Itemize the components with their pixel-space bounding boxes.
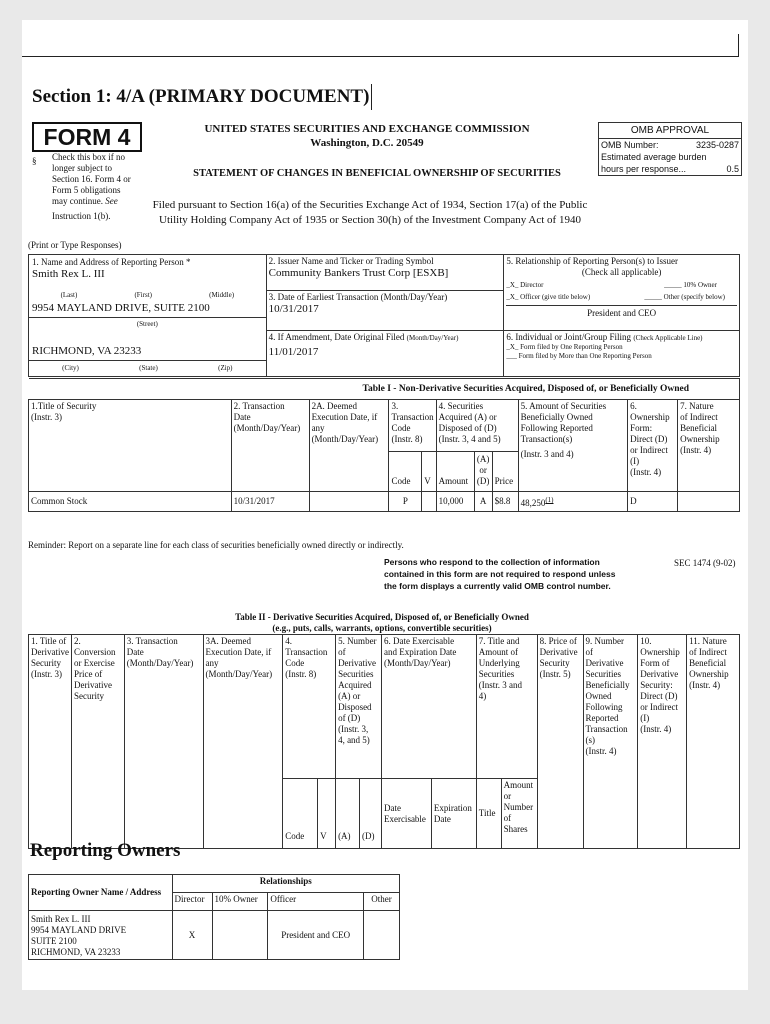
t2-line: (s) xyxy=(585,735,595,745)
t1-row-amount[interactable]: 10,000 xyxy=(436,492,474,512)
box5-label: 5. Relationship of Reporting Person(s) to Issuer xyxy=(506,256,679,266)
t2-line: Date xyxy=(433,813,451,824)
box6-label-small: (Check Applicable Line) xyxy=(633,333,703,342)
t1-h2 xyxy=(231,400,309,492)
box1-name-area xyxy=(29,255,266,291)
notice-line: contained in this form are not required to respond unless xyxy=(384,569,616,579)
t1-h4-line: (Instr. 3, 4 and 5) xyxy=(438,434,501,444)
t2-line: of xyxy=(503,813,512,823)
table2-derivative xyxy=(28,634,740,849)
t2-h7 xyxy=(476,635,537,779)
box1-name-labels xyxy=(29,291,266,300)
street-value[interactable]: 9954 MAYLAND DRIVE, SUITE 2100 xyxy=(29,300,266,318)
ro-owner-line: SUITE 2100 xyxy=(31,936,77,946)
t1-h4-line: Acquired (A) or xyxy=(438,412,497,422)
t1-h7-line: 7. Nature xyxy=(680,401,714,411)
omb-burden-row xyxy=(599,151,741,163)
t1-h6-line: Direct (D) xyxy=(630,434,668,444)
t1-sub-amount: Amount xyxy=(436,452,474,492)
t2-line: Security: xyxy=(640,680,673,690)
t2-h8 xyxy=(537,635,583,849)
form-label: FORM 4 xyxy=(32,122,142,152)
table2-title xyxy=(172,612,592,634)
omb-hours: 0.5 xyxy=(726,164,739,174)
box4-label-text: 4. If Amendment, Date Original Filed xyxy=(268,331,405,342)
t1-row-title[interactable]: Common Stock xyxy=(29,492,232,512)
t2-h6 xyxy=(381,635,476,779)
table-row xyxy=(29,492,740,512)
check-line: longer subject to xyxy=(52,163,112,173)
t2-h2 xyxy=(71,635,124,849)
see-text: See xyxy=(105,196,118,206)
t1-h1-line: (Instr. 3) xyxy=(31,412,62,422)
t1-sub-price: Price xyxy=(492,452,518,492)
notice-line: the form displays a currently valid OMB control number. xyxy=(384,581,611,591)
t2-line: Derivative xyxy=(338,658,377,668)
t2-line: Following xyxy=(585,702,623,712)
t2-line: any xyxy=(205,658,219,668)
t1-sub-code: Code xyxy=(389,452,422,492)
box6-label xyxy=(506,332,737,343)
t2-line: 10. xyxy=(640,636,652,646)
footnote-link[interactable]: (1) xyxy=(545,496,554,504)
t2-line: 4) xyxy=(478,691,487,701)
t2-line: Execution Date, if xyxy=(205,647,272,657)
t2-line: Underlying xyxy=(478,658,520,668)
last-label: (Last) xyxy=(60,291,78,299)
t2-line: of (D) xyxy=(338,713,361,723)
t2-line: (Month/Day/Year) xyxy=(205,669,273,679)
t2-line: Transaction xyxy=(585,724,628,734)
t2-line: Reported xyxy=(585,713,619,723)
t1-row-aord[interactable]: A xyxy=(474,492,492,512)
check-line: Form 5 obligations xyxy=(52,185,121,195)
issuer-name[interactable]: Community Bankers Trust Corp [ESXB] xyxy=(268,267,449,279)
ro-owner-line: RICHMOND, VA 23233 xyxy=(31,947,121,957)
t2-line: of Indirect xyxy=(689,647,727,657)
t1-h4-line: Disposed of (D) xyxy=(438,423,497,433)
table-row xyxy=(29,911,400,960)
checkbox-mark[interactable]: § xyxy=(32,156,37,166)
t1-sub-v: V xyxy=(422,452,436,492)
other-check[interactable]: _____ Other (specify below) xyxy=(644,293,725,301)
t2-line: 7. Title and xyxy=(478,636,520,646)
t2-h10 xyxy=(638,635,687,849)
ro-col-officer: Officer xyxy=(268,893,364,911)
sec-code: SEC 1474 (9-02) xyxy=(674,558,736,568)
t2-line: (Instr. 5) xyxy=(539,669,571,679)
t1-h2a-line: Execution Date, if xyxy=(311,412,378,422)
t1-row-nature[interactable] xyxy=(678,492,740,512)
t1-h6 xyxy=(628,400,678,492)
officer-check[interactable]: _X_ Officer (give title below) xyxy=(506,293,591,301)
t1-row-owned[interactable] xyxy=(518,492,628,512)
t1-h2a-line: (Month/Day/Year) xyxy=(311,434,379,444)
t2-sub-d: (D) xyxy=(360,779,382,849)
t1-h2a-line: any xyxy=(311,423,325,433)
reporting-person-name[interactable]: Smith Rex L. III xyxy=(32,268,105,280)
t1-owned-value: 48,250 xyxy=(520,498,546,508)
t2-line: Amount xyxy=(503,780,534,790)
persons-notice xyxy=(384,556,654,592)
t2-line: Code xyxy=(285,658,305,668)
t1-h7-line: Ownership xyxy=(680,434,720,444)
t2-sub-code: Code xyxy=(283,779,318,849)
box5-row1 xyxy=(506,281,737,290)
t2-line: 4, and 5) xyxy=(338,735,370,745)
t2-line: Ownership xyxy=(689,669,729,679)
t2-h9 xyxy=(583,635,638,849)
t2-line: (Instr. 8) xyxy=(285,669,317,679)
table1-title: Table I - Non-Derivative Securities Acquired, Disposed of, or Beneficially Owned xyxy=(362,384,689,394)
middle-label: (Middle) xyxy=(209,291,235,299)
t2-line: Price of xyxy=(73,669,103,679)
t1-h2-line: 2. Transaction xyxy=(233,401,285,411)
t2-h11 xyxy=(687,635,740,849)
t1-h5-line: Following Reported xyxy=(520,423,593,433)
t2-line: 3. Transaction xyxy=(126,636,178,646)
t2-line: (Instr. 3) xyxy=(31,669,62,679)
t2-line: Exercisable xyxy=(383,813,426,824)
t2-line: (Month/Day/Year) xyxy=(383,658,451,668)
t1-row-price[interactable]: $8.8 xyxy=(492,492,518,512)
t1-h6-line: (I) xyxy=(630,456,640,466)
t1-aord-line: or xyxy=(479,465,487,475)
agency-header xyxy=(152,122,582,150)
t2-line: Shares xyxy=(503,824,528,834)
t2-line: of xyxy=(338,647,346,657)
t1-h4-line: 4. Securities xyxy=(438,401,484,411)
t2-line: Expiration xyxy=(433,802,472,813)
t1-h3-line: Transaction xyxy=(391,412,434,422)
reporting-owners-table xyxy=(28,874,400,960)
t2-line: Derivative xyxy=(640,669,679,679)
t2-line: and Expiration Date xyxy=(383,647,457,657)
t1-h1-line: 1.Title of Security xyxy=(31,401,97,411)
box6-filing xyxy=(504,330,740,376)
table1-title-cell xyxy=(29,379,740,400)
t2-line: Derivative xyxy=(585,658,624,668)
t1-row-date[interactable]: 10/31/2017 xyxy=(231,492,309,512)
check-line-text: may continue. xyxy=(52,196,106,206)
officer-title[interactable]: President and CEO xyxy=(506,305,737,319)
ro-col-relationships: Relationships xyxy=(172,875,399,893)
ro-10pct-value[interactable] xyxy=(212,911,268,960)
t2-line: (I) xyxy=(640,713,650,723)
street-label: (Street) xyxy=(136,320,158,328)
box3-label: 3. Date of Earliest Transaction (Month/Day/Year) xyxy=(268,291,448,302)
ro-col-director: Director xyxy=(172,893,212,911)
t2-line: Form of xyxy=(640,658,670,668)
t2-line: Acquired xyxy=(338,680,372,690)
t2-line: Direct (D) xyxy=(640,691,678,701)
t2-line: (Instr. 4) xyxy=(585,746,617,756)
check-line: Instruction 1(b). xyxy=(52,211,111,221)
earliest-transaction-date[interactable]: 10/31/2017 xyxy=(268,302,319,315)
box1-label xyxy=(32,257,263,268)
ro-col-10pct: 10% Owner xyxy=(212,893,268,911)
t1-aord-line: (D) xyxy=(476,476,490,486)
city-label: (City) xyxy=(62,364,79,372)
owner10-check[interactable]: _____ 10% Owner xyxy=(664,281,717,289)
box2-label: 2. Issuer Name and Ticker or Trading Symbol xyxy=(268,256,434,266)
t2-sub-amount xyxy=(501,779,537,849)
check-line: Section 16. Form 4 or xyxy=(52,174,131,184)
box1-star: * xyxy=(185,257,191,267)
t1-h6-line: 6. xyxy=(630,401,637,411)
box4-label-small: (Month/Day/Year) xyxy=(406,333,459,342)
t1-h7 xyxy=(678,400,740,492)
box4-label xyxy=(269,332,502,343)
t1-h2-line: (Month/Day/Year) xyxy=(233,423,301,433)
t2-line: Date xyxy=(126,647,144,657)
amendment-date[interactable]: 11/01/2017 xyxy=(268,345,319,358)
omb-burden-label: Estimated average burden xyxy=(601,152,707,162)
t2-line: 6. Date Exercisable xyxy=(383,636,455,646)
t1-h5-line: Beneficially Owned xyxy=(520,412,593,422)
t2-line: Security xyxy=(31,658,61,668)
t2-line: Number xyxy=(503,802,534,812)
omb-hours-row xyxy=(599,163,741,175)
omb-hours-label: hours per response... xyxy=(601,164,687,174)
t2-h1 xyxy=(29,635,72,849)
box5-row2 xyxy=(506,293,737,302)
omb-approval-box xyxy=(598,122,742,176)
t1-h3-line: (Instr. 8) xyxy=(391,434,423,444)
t1-h2-line: Date xyxy=(233,412,251,422)
t2-line: Security xyxy=(539,658,570,668)
t2-line: (Instr. 4) xyxy=(640,724,672,734)
t1-h6-line: Ownership xyxy=(630,412,670,422)
t2-sub-title: Title xyxy=(476,779,501,849)
box1-label-text: 1. Name and Address of Reporting Person xyxy=(32,257,186,267)
ro-col-other: Other xyxy=(364,893,400,911)
check-line: Check this box if no xyxy=(52,152,125,162)
t2-h4 xyxy=(283,635,336,779)
t2-line: 5. Number xyxy=(338,636,377,646)
t1-row-form[interactable]: D xyxy=(628,492,678,512)
t1-h7-line: Beneficial xyxy=(680,423,718,433)
t2-line: or xyxy=(503,791,512,801)
omb-number: 3235-0287 xyxy=(695,140,739,150)
t2-line: Securities xyxy=(585,669,621,679)
zip-label: (Zip) xyxy=(218,364,233,372)
ro-owner-address[interactable] xyxy=(29,911,173,960)
box4-amendment xyxy=(266,330,504,376)
t1-h3 xyxy=(389,400,436,452)
filing-one[interactable]: _X_ Form filed by One Reporting Person xyxy=(506,342,623,351)
t1-h6-line: Form: xyxy=(630,423,653,433)
print-type: (Print or Type Responses) xyxy=(28,240,122,250)
reporting-owners-heading: Reporting Owners xyxy=(30,840,181,861)
t1-h3-line: 3. xyxy=(391,401,399,411)
t1-h6-line: or Indirect xyxy=(630,445,668,455)
t2-line: 2. xyxy=(73,636,81,646)
statement-title: STATEMENT OF CHANGES IN BENEFICIAL OWNERSHIP OF SECURITIES xyxy=(193,168,561,179)
t1-h5-line: Transaction(s) xyxy=(520,434,573,444)
ro-col-name: Reporting Owner Name / Address xyxy=(29,875,173,911)
t2-line: Security xyxy=(73,691,104,701)
filed-pursuant xyxy=(142,198,598,228)
reminder: Reminder: Report on a separate line for each class of securities beneficially owned directly or indirectly. xyxy=(28,540,404,550)
state-label: (State) xyxy=(139,364,158,372)
ro-owner-line: Smith Rex L. III xyxy=(31,914,91,924)
t2-line: Transaction xyxy=(285,647,328,657)
ro-other-value[interactable] xyxy=(364,911,400,960)
filed-line: Filed pursuant to Section 16(a) of the Securities Exchange Act of 1934, Section 17(a) of the Public xyxy=(152,199,588,211)
ro-officer-value[interactable]: President and CEO xyxy=(268,911,364,960)
box5-sub: (Check all applicable) xyxy=(581,267,662,277)
t2-line: Derivative xyxy=(73,680,112,690)
t2-line: (Month/Day/Year) xyxy=(126,658,194,668)
ro-director-value[interactable]: X xyxy=(172,911,212,960)
table1-non-derivative xyxy=(28,378,740,512)
t2-line: 11. Nature xyxy=(689,636,727,646)
filed-line: Utility Holding Company Act of 1935 or Section 30(h) of the Investment Company Act of 1940 xyxy=(159,214,581,226)
table2-title-text: Table II - Derivative Securities Acquired, Disposed of, or Beneficially Owned xyxy=(235,612,529,622)
t1-h3-line: Code xyxy=(391,423,411,433)
t2-line: (A) or xyxy=(338,691,361,701)
first-label: (First) xyxy=(134,291,152,299)
t1-h7-line: (Instr. 4) xyxy=(680,445,712,455)
t1-h5-line: 5. Amount of Securities xyxy=(520,401,607,411)
t2-line: or Indirect xyxy=(640,702,679,712)
t2-line: Beneficial xyxy=(689,658,727,668)
notice-line: Persons who respond to the collection of information xyxy=(384,557,600,567)
t2-line: Disposed xyxy=(338,702,372,712)
box6-label-text: 6. Individual or Joint/Group Filing xyxy=(506,331,632,342)
form-page xyxy=(22,20,748,990)
director-check[interactable]: _X_ Director xyxy=(506,281,544,289)
omb-title: OMB APPROVAL xyxy=(599,123,741,139)
t1-h5-line: (Instr. 3 and 4) xyxy=(520,449,574,459)
t2-line: (Instr. 3, xyxy=(338,724,369,734)
t2-line: Securities xyxy=(478,669,515,679)
t2-h5 xyxy=(336,635,382,779)
t2-line: or Exercise xyxy=(73,658,115,668)
box5-relationship xyxy=(504,255,740,331)
t1-h6-line: (Instr. 4) xyxy=(630,467,662,477)
t2-line: Derivative xyxy=(539,647,578,657)
t2-line: 9. Number xyxy=(585,636,624,646)
t2-sub-exp xyxy=(431,779,476,849)
city-value[interactable]: RICHMOND, VA 23233 xyxy=(29,331,266,361)
t1-h2a xyxy=(309,400,389,492)
header-rule xyxy=(22,56,738,57)
t2-line: Ownership xyxy=(640,647,680,657)
section-title: Section 1: 4/A (PRIMARY DOCUMENT) xyxy=(32,84,372,110)
filing-more[interactable]: ___ Form filed by More than One Reporting Person xyxy=(506,351,652,360)
omb-number-row xyxy=(599,139,741,151)
t1-row-deemed[interactable] xyxy=(309,492,389,512)
t2-line: 3A. Deemed xyxy=(205,636,252,646)
t2-line: 1. Title of xyxy=(31,636,67,646)
t1-h7-line: of Indirect xyxy=(680,412,718,422)
t2-line: Securities xyxy=(338,669,374,679)
t2-h3 xyxy=(124,635,203,849)
box1-city-labels xyxy=(29,361,266,376)
table2-subtitle: (e.g., puts, calls, warrants, options, convertible securities) xyxy=(272,623,492,633)
t1-row-v[interactable] xyxy=(422,492,436,512)
header-boxes-table xyxy=(28,254,740,377)
t1-sub-aord xyxy=(474,452,492,492)
t1-h2a-line: 2A. Deemed xyxy=(311,401,358,411)
omb-number-label: OMB Number: xyxy=(601,140,659,150)
box2-issuer xyxy=(266,255,504,291)
t2-line: of xyxy=(585,647,593,657)
t2-line: Derivative xyxy=(31,647,69,657)
header-rule-vertical xyxy=(738,34,739,57)
t1-aord-line: (A) xyxy=(476,454,490,464)
t2-h3a xyxy=(203,635,283,849)
ro-owner-line: 9954 MAYLAND DRIVE xyxy=(31,925,127,935)
t2-line: Beneficially xyxy=(585,680,630,690)
t2-line: Amount of xyxy=(478,647,519,657)
t2-line: Date xyxy=(383,802,401,813)
box1-reporting-person xyxy=(29,255,267,377)
agency-city: Washington, D.C. 20549 xyxy=(310,137,424,149)
t2-sub-a: (A) xyxy=(336,779,360,849)
t2-line: 4. xyxy=(285,636,293,646)
box3-earliest-transaction xyxy=(266,290,504,330)
t2-line: 8. Price of xyxy=(539,636,577,646)
t1-h1 xyxy=(29,400,232,492)
t2-sub-v: V xyxy=(318,779,336,849)
t2-sub-date-ex xyxy=(381,779,431,849)
t2-line: Conversion xyxy=(73,647,116,657)
agency-name: UNITED STATES SECURITIES AND EXCHANGE COMMISSION xyxy=(204,123,530,135)
t2-line: (Instr. 4) xyxy=(689,680,721,690)
t1-h4 xyxy=(436,400,518,452)
t1-row-code[interactable]: P xyxy=(389,492,422,512)
t2-line: (Instr. 3 and xyxy=(478,680,523,690)
t1-h5 xyxy=(518,400,628,492)
t2-line: Owned xyxy=(585,691,612,701)
